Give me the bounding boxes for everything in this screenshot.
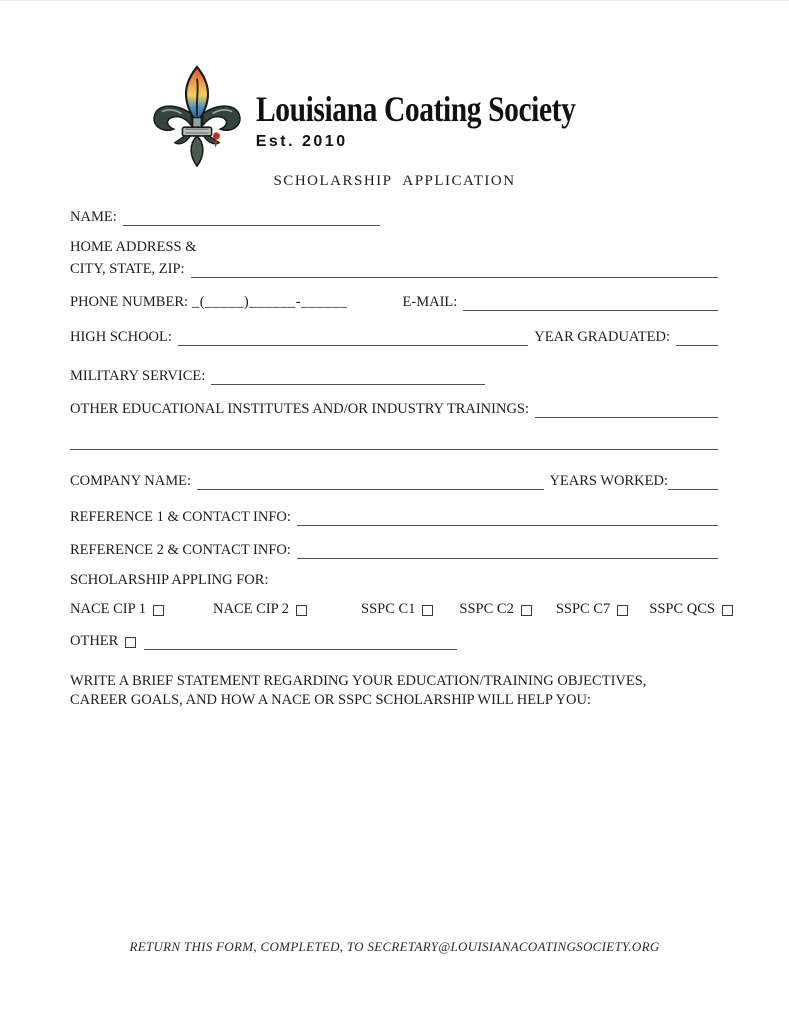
company-name-field-line[interactable] xyxy=(197,474,544,490)
military-service-row xyxy=(70,368,718,385)
reference-1-label: REFERENCE 1 & CONTACT INFO: xyxy=(70,509,291,525)
other-scholarship-label: OTHER xyxy=(70,633,119,649)
scholarship-for-row xyxy=(70,572,718,589)
checkbox-sspc-qcs[interactable] xyxy=(722,605,733,616)
option-nace-cip-1-label: NACE CIP 1 xyxy=(70,601,146,617)
name-field-line[interactable] xyxy=(123,210,380,226)
scholarship-options-row xyxy=(70,601,718,618)
home-address-row xyxy=(70,239,718,256)
company-row xyxy=(70,473,718,490)
logo-text xyxy=(256,65,646,151)
reference-1-field-line[interactable] xyxy=(297,510,718,526)
option-nace-cip-2-label: NACE CIP 2 xyxy=(213,601,289,617)
logo-title: Louisiana Coating Society xyxy=(255,89,576,129)
option-nace-cip-1 xyxy=(70,601,164,618)
statement-instructions xyxy=(70,672,714,710)
scholarship-for-heading: SCHOLARSHIP APPLING FOR: xyxy=(70,572,269,588)
checkbox-sspc-c2[interactable] xyxy=(521,605,532,616)
return-instructions: RETURN THIS FORM, COMPLETED, TO SECRETARY@LOUISIANACOATINGSOCIETY.ORG xyxy=(129,939,660,954)
military-service-label: MILITARY SERVICE: xyxy=(70,368,206,384)
year-graduated-label: YEAR GRADUATED: xyxy=(534,329,670,345)
option-nace-cip-2 xyxy=(213,601,307,618)
email-label: E-MAIL: xyxy=(402,294,458,310)
form-title: SCHOLARSHIP APPLICATION xyxy=(273,173,516,189)
city-state-zip-field-line[interactable] xyxy=(191,262,718,278)
statement-line-1: WRITE A BRIEF STATEMENT REGARDING YOUR EDUCATION/TRAINING OBJECTIVES, xyxy=(70,673,647,689)
high-school-label: HIGH SCHOOL: xyxy=(70,329,172,345)
city-state-zip-row xyxy=(70,261,718,278)
checkbox-other[interactable] xyxy=(125,637,136,648)
logo-established: Est. 2010 xyxy=(255,133,348,150)
name-row xyxy=(70,209,718,226)
reference-2-label: REFERENCE 2 & CONTACT INFO: xyxy=(70,542,291,558)
option-sspc-c2 xyxy=(459,601,531,618)
reference-2-row xyxy=(70,542,718,559)
phone-email-row xyxy=(70,294,718,311)
company-name-label: COMPANY NAME: xyxy=(70,473,191,489)
option-sspc-c7 xyxy=(556,601,628,618)
email-field-line[interactable] xyxy=(463,295,718,311)
phone-label: PHONE NUMBER: xyxy=(70,294,189,310)
option-sspc-c2-label: SSPC C2 xyxy=(459,601,514,617)
checkbox-sspc-c7[interactable] xyxy=(617,605,628,616)
option-sspc-qcs xyxy=(649,601,733,618)
option-sspc-c1-label: SSPC C1 xyxy=(361,601,416,617)
phone-field-pattern[interactable]: _(_____)______-______ xyxy=(192,294,348,310)
checkbox-nace-cip-2[interactable] xyxy=(296,605,307,616)
high-school-field-line[interactable] xyxy=(178,330,528,346)
logo-block xyxy=(0,65,789,172)
other-scholarship-field-line[interactable] xyxy=(144,634,457,650)
reference-1-row xyxy=(70,509,718,526)
years-worked-label: YEARS WORKED: xyxy=(549,473,668,489)
years-worked-field-line[interactable] xyxy=(668,474,718,490)
fleur-de-lis-logo-icon xyxy=(144,65,250,172)
checkbox-nace-cip-1[interactable] xyxy=(153,605,164,616)
name-label: NAME: xyxy=(70,209,117,225)
city-state-zip-label: CITY, STATE, ZIP: xyxy=(70,261,185,277)
option-sspc-c1 xyxy=(361,601,433,618)
reference-2-field-line[interactable] xyxy=(297,543,718,559)
checkbox-sspc-c1[interactable] xyxy=(422,605,433,616)
option-sspc-qcs-label: SSPC QCS xyxy=(649,601,715,617)
other-education-field-line[interactable] xyxy=(535,402,718,418)
other-scholarship-row xyxy=(70,633,718,650)
other-education-row xyxy=(70,401,718,418)
military-service-field-line[interactable] xyxy=(211,369,485,385)
statement-line-2: CAREER GOALS, AND HOW A NACE OR SSPC SCHOLARSHIP WILL HELP YOU: xyxy=(70,692,591,708)
year-graduated-field-line[interactable] xyxy=(676,330,718,346)
high-school-row xyxy=(70,329,718,346)
home-address-label: HOME ADDRESS & xyxy=(70,239,197,255)
other-education-label: OTHER EDUCATIONAL INSTITUTES AND/OR INDUSTRY TRAININGS: xyxy=(70,401,530,417)
other-education-continuation-line[interactable] xyxy=(70,432,718,450)
other-education-continuation-row xyxy=(70,432,718,450)
option-sspc-c7-label: SSPC C7 xyxy=(555,601,611,617)
